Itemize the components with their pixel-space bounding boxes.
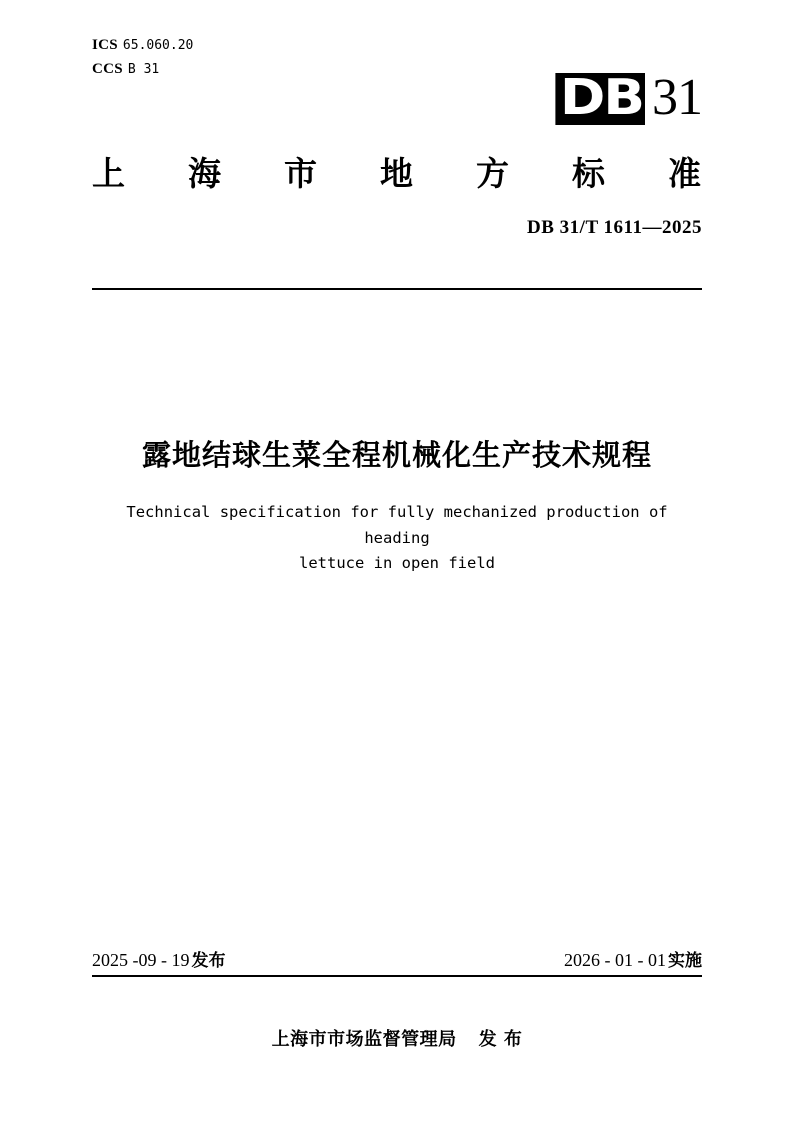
document-title-chinese: 露地结球生菜全程机械化生产技术规程 bbox=[141, 438, 652, 472]
publisher-name: 上海市市场监督管理局 bbox=[271, 1029, 457, 1050]
document-title-english-line2: lettuce in open field bbox=[299, 554, 495, 573]
document-title-english bbox=[105, 500, 689, 577]
title-char-4: 方 bbox=[476, 154, 510, 193]
ccs-line bbox=[92, 57, 193, 81]
header-divider bbox=[92, 288, 702, 290]
db-mark: DB bbox=[555, 73, 645, 125]
title-char-5: 标 bbox=[572, 154, 606, 193]
standard-number: DB 31/T 1611—2025 bbox=[527, 217, 702, 238]
db31-logo bbox=[559, 69, 702, 126]
ccs-label: CCS bbox=[92, 60, 123, 77]
standard-type-title bbox=[92, 148, 702, 195]
db-number: 31 bbox=[652, 69, 702, 126]
title-char-6: 准 bbox=[668, 154, 702, 193]
title-char-0: 上 bbox=[92, 154, 126, 193]
issue-date-label: 发布 bbox=[191, 951, 226, 971]
issue-date-value: 2025 -09 - 19 bbox=[92, 950, 190, 970]
classification-block bbox=[92, 33, 193, 81]
title-char-3: 地 bbox=[380, 154, 414, 193]
ics-value: 65.060.20 bbox=[122, 38, 194, 53]
effective-date bbox=[564, 946, 702, 971]
title-char-2: 市 bbox=[284, 154, 318, 193]
ics-line bbox=[92, 33, 193, 57]
footer-divider bbox=[92, 975, 702, 977]
ics-label: ICS bbox=[92, 37, 118, 53]
publisher-action: 发 布 bbox=[478, 1029, 523, 1050]
effective-date-value: 2026 - 01 - 01 bbox=[564, 950, 666, 970]
document-title-english-line1: Technical specification for fully mechanized production of heading bbox=[126, 503, 668, 547]
ccs-value: B 31 bbox=[127, 61, 160, 77]
publisher-line bbox=[0, 1025, 794, 1051]
title-char-1: 海 bbox=[188, 154, 222, 193]
issue-date bbox=[92, 946, 226, 971]
effective-date-label: 实施 bbox=[668, 951, 702, 971]
